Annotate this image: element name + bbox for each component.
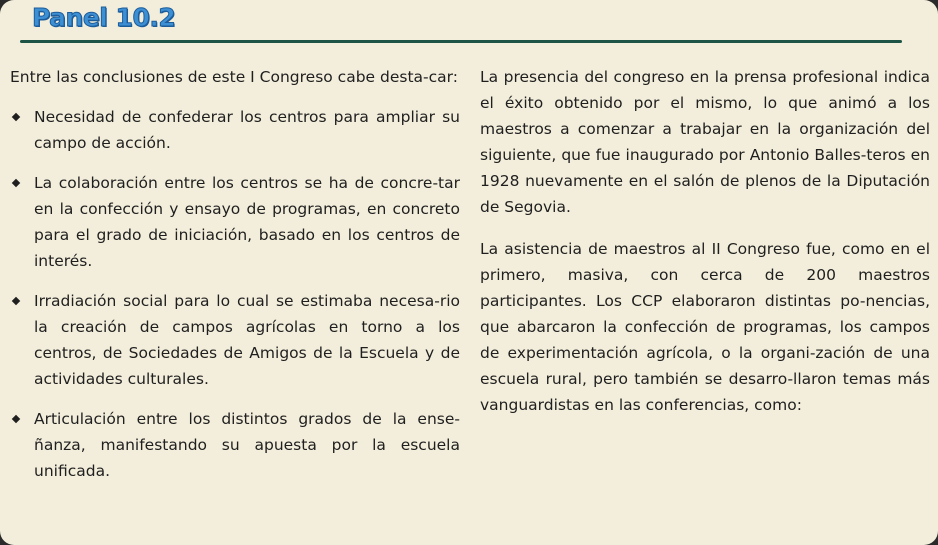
diamond-bullet-icon bbox=[12, 113, 20, 121]
list-item-text: La colaboración entre los centros se ha de concre-tar en la confección y ensayo de programas, en concreto para el grado de iniciación, basado en los centros de interés. bbox=[34, 174, 460, 270]
list-item bbox=[10, 170, 460, 274]
title-divider bbox=[20, 40, 902, 43]
intro-paragraph: Entre las conclusiones de este I Congreso cabe desta-car: bbox=[10, 68, 458, 86]
diamond-bullet-icon bbox=[12, 297, 20, 305]
conclusions-list bbox=[10, 104, 460, 484]
diamond-bullet-icon bbox=[12, 179, 20, 187]
body-paragraph: La presencia del congreso en la prensa profesional indica el éxito obtenido por el mismo, lo que animó a los maestros a comenzar a trabajar en la organización del siguiente, que fue inaugurado por Antonio Balles-teros en 1928 nuevamente en el salón de plenos de la Diputación de Segovia. bbox=[480, 68, 930, 216]
list-item-text: Irradiación social para lo cual se estimaba necesa-rio la creación de campos agrícolas en torno a los centros, de Sociedades de Amigos de la Escuela y de actividades culturales. bbox=[34, 292, 460, 388]
body-paragraph: La asistencia de maestros al II Congreso fue, como en el primero, masiva, con cerca de 200 maestros participantes. Los CCP elaboraron distintas po-nencias, que abarcaron la confección de programas, los campos de experimentación agrícola, o la organi-zación de una escuela rural, pero también se desarro-llaron temas más vanguardistas en las conferencias, como: bbox=[480, 240, 930, 414]
list-item bbox=[10, 104, 460, 156]
list-item-text: Necesidad de confederar los centros para ampliar su campo de acción. bbox=[34, 108, 460, 152]
list-item bbox=[10, 406, 460, 484]
diamond-bullet-icon bbox=[12, 415, 20, 423]
list-item-text: Articulación entre los distintos grados de la ense-ñanza, manifestando su apuesta por la escuela unificada. bbox=[34, 410, 460, 480]
panel-title: Panel 10.2 bbox=[32, 3, 176, 32]
right-column bbox=[480, 64, 930, 434]
list-item bbox=[10, 288, 460, 392]
left-column bbox=[10, 64, 460, 498]
